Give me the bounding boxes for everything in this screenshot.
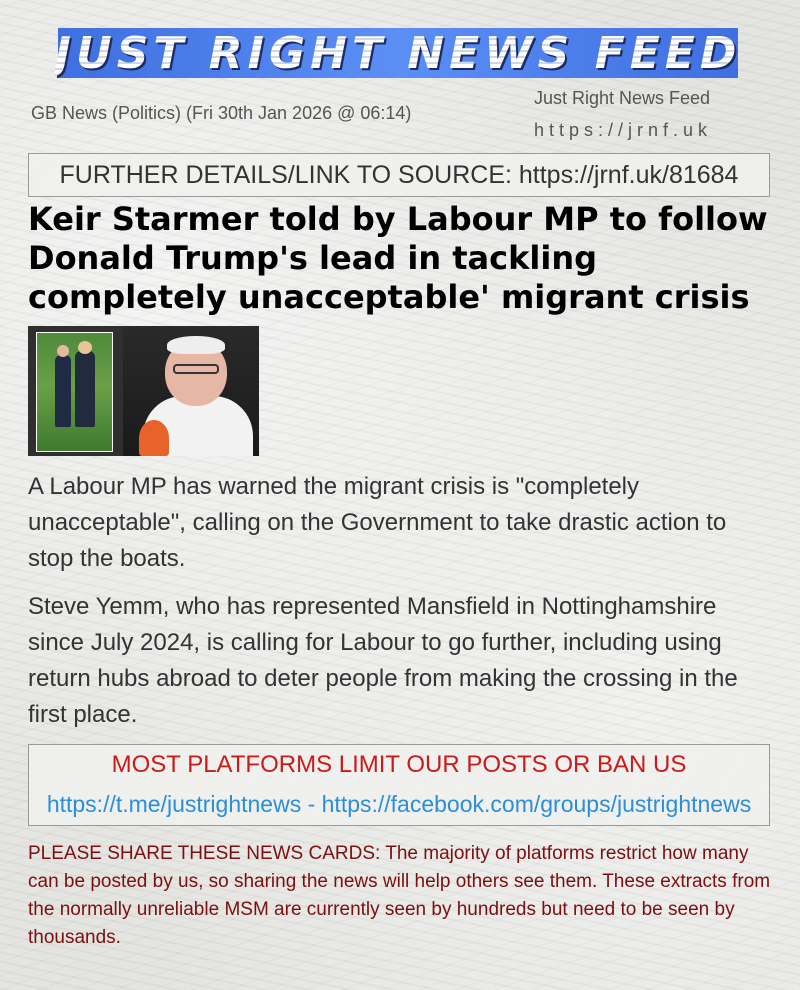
article-paragraph: A Labour MP has warned the migrant crisis is "completely unacceptable", calling on the Government to take drastic action to stop the boats. xyxy=(28,473,727,572)
promo-title: MOST PLATFORMS LIMIT OUR POSTS OR BAN US xyxy=(111,751,687,778)
source-date-line: GB News (Politics) (Fri 30th Jan 2026 @ 06:14) xyxy=(31,103,412,123)
article-paragraph: Steve Yemm, who has represented Mansfield in Nottinghamshire since July 2024, is calling for Labour to go further, including using return hubs abroad to deter people from making the crossing in the first place. xyxy=(28,593,738,728)
social-links[interactable]: https://t.me/justrightnews - https://facebook.com/groups/justrightnews xyxy=(46,791,752,817)
banner-title: JUST RIGHT NEWS FEED xyxy=(54,27,742,79)
article-headline: Keir Starmer told by Labour MP to follow Donald Trump's lead in tackling completely unacceptable' migrant crisis xyxy=(28,200,768,316)
brand-name: Just Right News Feed xyxy=(534,88,711,108)
article-thumbnail xyxy=(28,326,259,456)
share-note: PLEASE SHARE THESE NEWS CARDS: The majority of platforms restrict how many can be posted by us, so sharing the news will help others see them. These extracts from the normally unreliable MSM are currently seen by hundreds but need to be seen by thousands. xyxy=(28,843,771,948)
promo-box xyxy=(28,744,770,826)
thumbnail-main-photo xyxy=(123,326,259,456)
source-link-box[interactable] xyxy=(28,153,770,197)
site-banner xyxy=(54,27,742,79)
source-link-text[interactable]: FURTHER DETAILS/LINK TO SOURCE: https://jrnf.uk/81684 xyxy=(59,160,739,189)
thumbnail-inset-photo xyxy=(36,332,113,452)
brand-url[interactable]: https://jrnf.uk xyxy=(534,120,713,140)
